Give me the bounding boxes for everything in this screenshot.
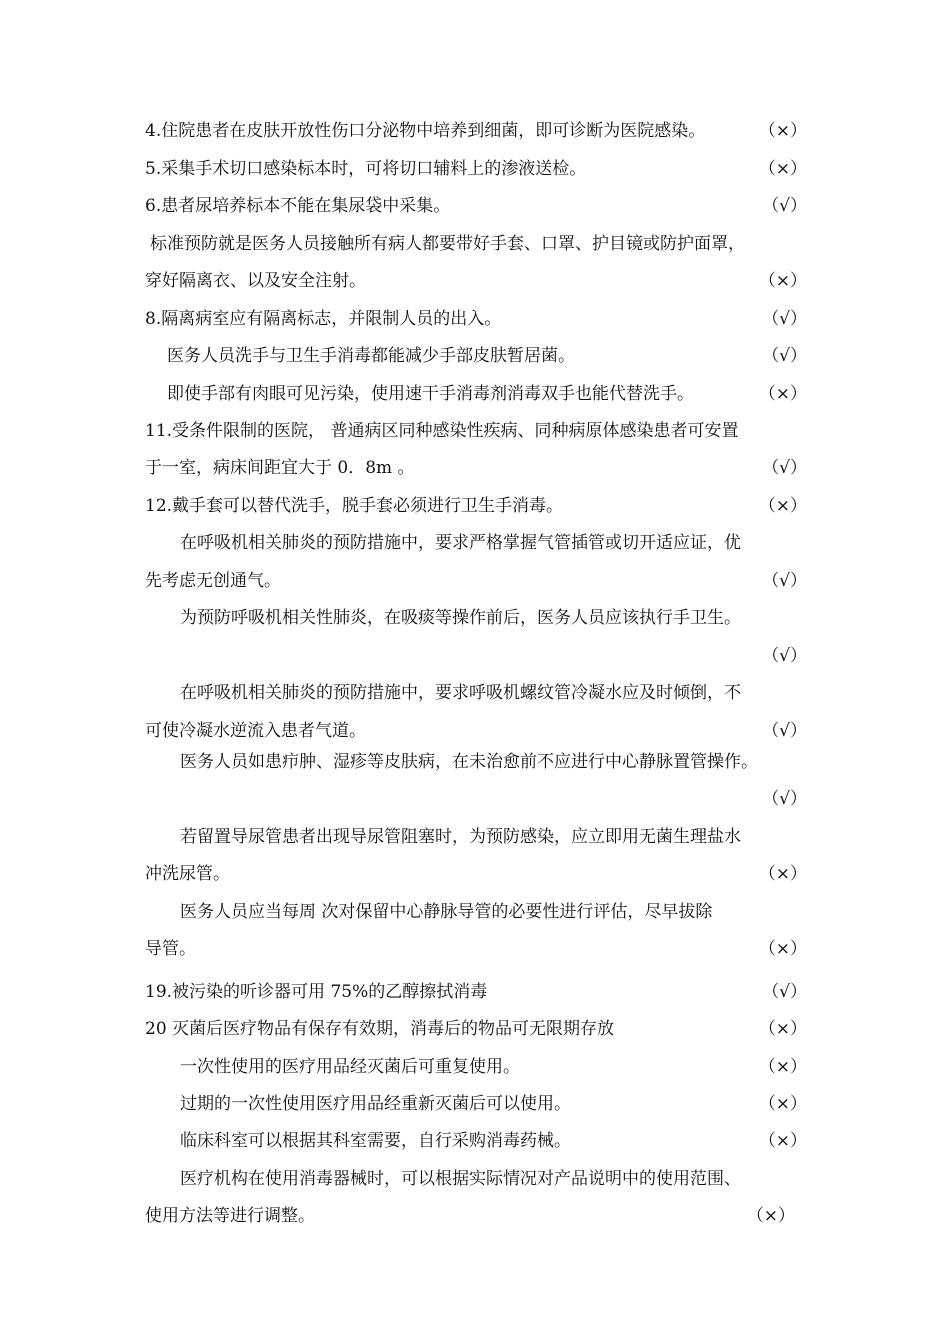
line-text: 临床科室可以根据其科室需要，自行采购消毒药械。: [180, 1131, 571, 1151]
text-line: [145, 1052, 807, 1082]
line-text: 8.隔离病室应有隔离标志，并限制人员的出入。: [145, 309, 502, 329]
line-text: 即使手部有肉眼可见污染，使用速干手消毒剂消毒双手也能代替洗手。: [167, 384, 694, 404]
line-text: 若留置导尿管患者出现导尿管阻塞时，为预防感染，应立即用无菌生理盐水: [180, 827, 741, 847]
line-text: 穿好隔离衣、以及安全注射。: [145, 271, 366, 291]
answer-mark: （×）: [758, 1131, 807, 1151]
answer-mark: （√）: [762, 346, 807, 366]
text-line: [145, 859, 807, 889]
line-text: 过期的一次性使用医疗用品经重新灭菌后可以使用。: [180, 1094, 571, 1114]
text-line: [145, 678, 807, 708]
line-text: 冲洗尿管。: [145, 864, 230, 884]
text-line: [145, 416, 807, 446]
text-line: [145, 341, 807, 371]
answer-mark: （×）: [758, 1094, 807, 1114]
text-line: [145, 784, 807, 814]
answer-mark: （×）: [758, 939, 807, 959]
line-text: 5.采集手术切口感染标本时，可将切口辅料上的渗液送检。: [145, 159, 587, 179]
line-text: 医务人员应当每周 次对保留中心静脉导管的必要性进行评估，尽早拔除: [180, 902, 713, 922]
text-line: [145, 1164, 807, 1194]
line-text: 11.受条件限制的医院， 普通病区同种感染性疾病、同种病原体感染患者可安置: [145, 421, 739, 441]
line-text: 在呼吸机相关肺炎的预防措施中，要求严格掌握气管插管或切开适应证，优: [180, 533, 741, 553]
text-line: [145, 379, 807, 409]
answer-mark: （×）: [758, 1057, 807, 1077]
text-line: [145, 491, 807, 521]
line-text: 使用方法等进行调整。: [145, 1206, 315, 1226]
text-line: [145, 934, 807, 964]
line-text: 为预防呼吸机相关性肺炎，在吸痰等操作前后，医务人员应该执行手卫生。: [180, 608, 741, 628]
text-line: [145, 603, 807, 633]
text-line: [145, 1126, 807, 1156]
text-line: [145, 822, 807, 852]
answer-mark: （√）: [762, 646, 807, 666]
text-line: [145, 1089, 807, 1119]
line-text: 标准预防就是医务人员接触所有病人都要带好手套、口罩、护目镜或防护面罩，: [150, 234, 745, 254]
answer-mark: （×）: [758, 496, 807, 516]
text-line: [145, 566, 807, 596]
line-text: 4.住院患者在皮肤开放性伤口分泌物中培养到细菌，即可诊断为医院感染。: [145, 121, 706, 141]
text-line: [145, 1014, 807, 1044]
text-line: [145, 304, 807, 334]
text-line: [145, 641, 807, 671]
text-line: [145, 528, 807, 558]
line-text: 医务人员洗手与卫生手消毒都能减少手部皮肤暂居菌。: [167, 346, 575, 366]
text-line: [145, 229, 807, 259]
line-text: 19.被污染的听诊器可用 75%的乙醇擦拭消毒: [145, 982, 488, 1002]
text-line: [145, 716, 807, 746]
line-text: 一次性使用的医疗用品经灭菌后可重复使用。: [180, 1057, 520, 1077]
answer-mark: （√）: [762, 789, 807, 809]
line-text: 可使冷凝水逆流入患者气道。: [145, 721, 366, 741]
answer-mark: （×）: [758, 864, 807, 884]
text-line: [145, 116, 807, 146]
text-line: [145, 191, 807, 221]
answer-mark: （×）: [746, 1206, 795, 1226]
answer-mark: （√）: [762, 196, 807, 216]
line-text: 医务人员如患疖肿、湿疹等皮肤病，在未治愈前不应进行中心静脉置管操作。: [180, 752, 758, 772]
answer-mark: （√）: [762, 982, 807, 1002]
answer-mark: （√）: [762, 571, 807, 591]
text-line: [145, 747, 807, 777]
text-line: [145, 977, 807, 1007]
line-text: 先考虑无创通气。: [145, 571, 281, 591]
text-line: [145, 266, 807, 296]
line-text: 12.戴手套可以替代洗手，脱手套必须进行卫生手消毒。: [145, 496, 564, 516]
line-text: 医疗机构在使用消毒器械时，可以根据实际情况对产品说明中的使用范围、: [180, 1169, 741, 1189]
answer-mark: （√）: [762, 458, 807, 478]
text-line: [145, 1201, 807, 1231]
line-text: 20 灭菌后医疗物品有保存有效期，消毒后的物品可无限期存放: [145, 1019, 615, 1039]
answer-mark: （×）: [758, 271, 807, 291]
answer-mark: （√）: [762, 309, 807, 329]
answer-mark: （√）: [762, 721, 807, 741]
text-line: [145, 897, 807, 927]
answer-mark: （×）: [758, 121, 807, 141]
answer-mark: （×）: [758, 1019, 807, 1039]
text-line: [145, 453, 807, 483]
line-text: 导管。: [145, 939, 196, 959]
line-text: 6.患者尿培养标本不能在集尿袋中采集。: [145, 196, 451, 216]
answer-mark: （×）: [758, 384, 807, 404]
text-line: [145, 154, 807, 184]
line-text: 于一室，病床间距宜大于 0．8m 。: [145, 458, 415, 478]
answer-mark: （×）: [758, 159, 807, 179]
line-text: 在呼吸机相关肺炎的预防措施中，要求呼吸机螺纹管冷凝水应及时倾倒，不: [180, 683, 741, 703]
